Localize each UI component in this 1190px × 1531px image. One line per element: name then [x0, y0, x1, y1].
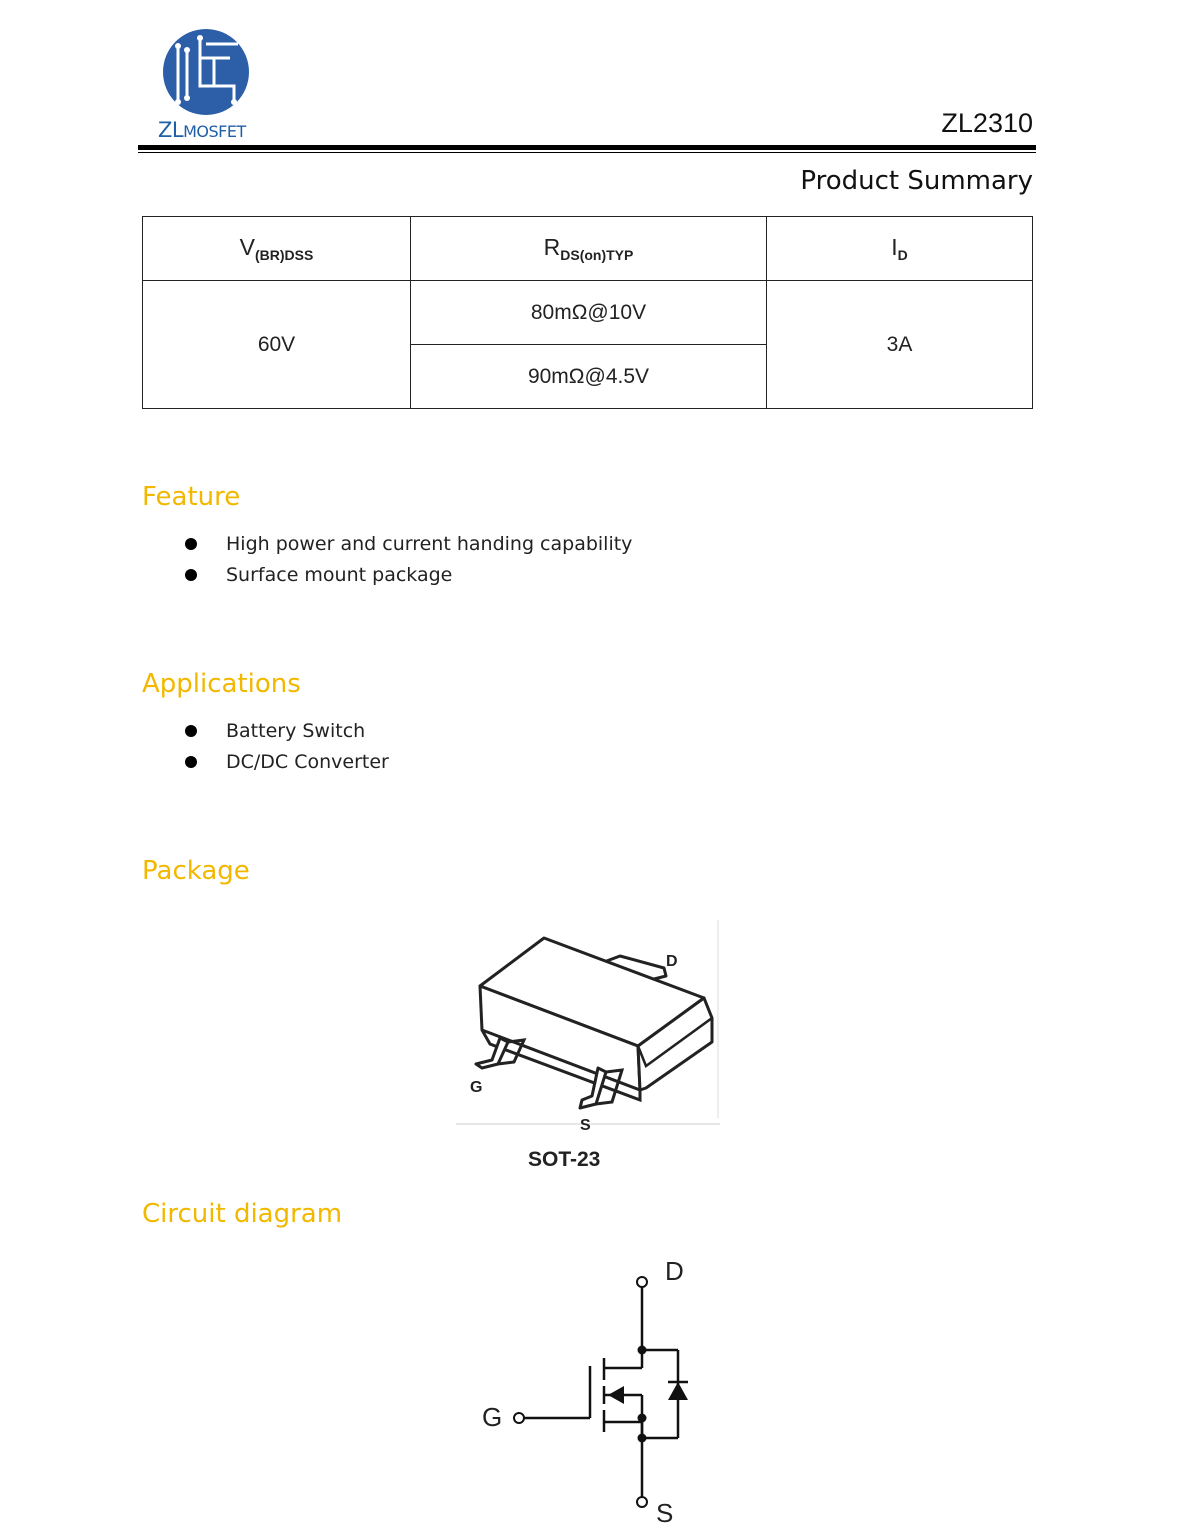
list-item: Surface mount package — [183, 560, 632, 591]
value-vdss: 60V — [143, 281, 411, 409]
header-vdss: $V_{(BR)DSS}$ — [143, 217, 411, 281]
value-id: 3A — [767, 281, 1033, 409]
applications-title: Applications — [142, 669, 301, 699]
logo-text: ZLMOSFET — [158, 118, 246, 142]
header-rds: $R_{DS(on)TYP}$ — [411, 217, 767, 281]
product-summary-table — [142, 216, 1033, 407]
circuit-diagram-title: Circuit diagram — [142, 1199, 343, 1229]
terminal-label-g: G — [482, 1402, 503, 1432]
package-title: Package — [142, 856, 250, 886]
part-number: ZL2310 — [941, 108, 1033, 138]
value-rds-10v: 80mΩ@10V — [411, 281, 767, 345]
pin-label-d: D — [666, 953, 678, 970]
header-rule — [138, 145, 1036, 150]
bullet-icon — [185, 725, 197, 737]
bullet-icon — [185, 538, 197, 550]
feature-title: Feature — [142, 482, 241, 512]
list-item: Battery Switch — [183, 716, 389, 747]
product-summary-title: Product Summary — [800, 166, 1033, 196]
feature-list — [183, 529, 632, 591]
bullet-icon — [185, 756, 197, 768]
header-rule-thin — [138, 152, 1036, 153]
applications-list — [183, 716, 389, 778]
value-rds-4v5: 90mΩ@4.5V — [411, 345, 767, 409]
terminal-label-s: S — [656, 1498, 674, 1526]
list-item: High power and current handing capability — [183, 529, 632, 560]
table-row — [143, 281, 1033, 345]
table-header-row — [143, 217, 1033, 281]
terminal-label-d: D — [665, 1256, 684, 1286]
mosfet-circuit-symbol — [470, 1250, 710, 1526]
bullet-icon — [185, 569, 197, 581]
list-item: DC/DC Converter — [183, 747, 389, 778]
pin-label-g: G — [470, 1079, 483, 1096]
pin-label-s: S — [580, 1117, 591, 1134]
sot23-package-drawing — [452, 918, 724, 1138]
package-caption: SOT-23 — [528, 1148, 601, 1171]
header-id: $I_D$ — [767, 217, 1033, 281]
